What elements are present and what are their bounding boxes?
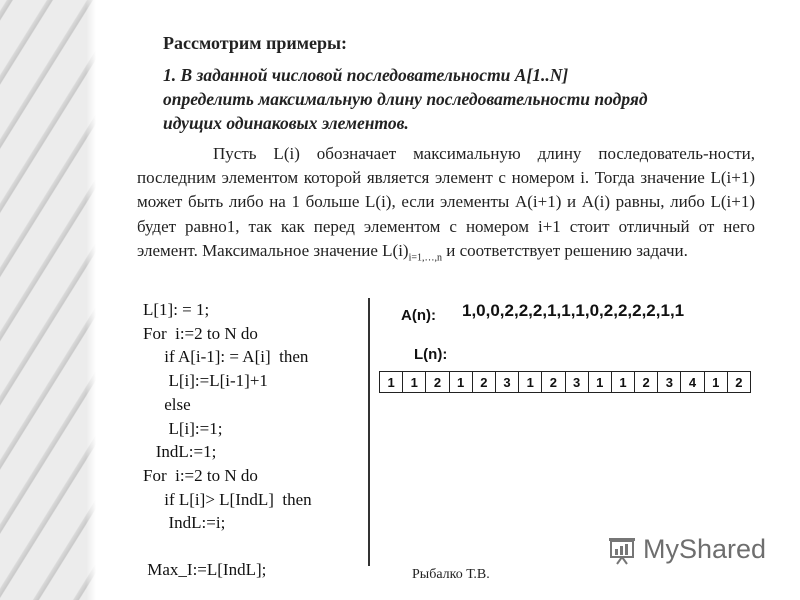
code-line: IndL:=1;	[143, 442, 217, 462]
l-sequence-label: L(n):	[414, 346, 448, 363]
logo-text: MyShared	[643, 534, 767, 564]
code-line: For i:=2 to N do	[143, 323, 258, 343]
code-line: else	[143, 394, 191, 414]
l-sequence-cell: 1	[449, 372, 472, 393]
code-line: L[1]: = 1;	[143, 300, 210, 319]
vertical-divider	[368, 298, 370, 566]
l-sequence-cell: 1	[588, 372, 611, 393]
l-sequence-cell: 2	[472, 372, 495, 393]
code-line: if L[i]> L[IndL] then	[143, 489, 312, 509]
decorative-striped-margin	[0, 0, 96, 600]
l-sequence-cell: 1	[403, 372, 426, 393]
l-sequence-cell: 3	[495, 372, 518, 393]
l-sequence-cell: 1	[519, 372, 542, 393]
myshared-logo	[607, 534, 766, 565]
code-line: if A[i-1]: = A[i] then	[143, 347, 309, 367]
explanation-subscript: i=1,…,n	[408, 252, 442, 264]
l-sequence-cell: 2	[635, 372, 658, 393]
l-sequence-cell: 1	[704, 372, 727, 393]
l-sequence-cell: 1	[611, 372, 634, 393]
l-sequence-cell: 2	[426, 372, 449, 393]
task-statement	[163, 63, 763, 135]
a-sequence-values: 1,0,0,2,2,2,1,1,1,0,2,2,2,2,1,1	[462, 301, 685, 320]
l-sequence-cell: 3	[565, 372, 588, 393]
l-sequence-cell: 2	[542, 372, 565, 393]
code-line: For i:=2 to N do	[143, 465, 258, 485]
l-sequence-cell: 2	[727, 372, 750, 393]
code-line: L[i]:=1;	[143, 418, 223, 438]
explanation-paragraph	[137, 142, 755, 263]
l-sequence-table	[379, 371, 751, 393]
presentation-chart-icon	[607, 535, 637, 565]
author-credit: Рыбалко Т.В.	[412, 567, 490, 582]
explanation-text-end: и соответствует решению задачи.	[442, 240, 688, 260]
l-sequence-cell: 3	[658, 372, 681, 393]
section-heading: Рассмотрим примеры:	[163, 33, 348, 53]
pseudocode-block	[143, 298, 312, 582]
task-line-3: идущих одинаковых элементов.	[163, 113, 409, 133]
code-line: Max_I:=L[IndL];	[143, 560, 267, 580]
task-line-1: 1. В заданной числовой последовательности A[1..N]	[163, 65, 569, 85]
l-sequence-row	[380, 372, 751, 393]
code-line: L[i]:=L[i-1]+1	[143, 371, 268, 391]
code-line	[143, 535, 312, 558]
code-line: IndL:=i;	[143, 513, 226, 533]
task-line-2: определить максимальную длину последовательности подряд	[163, 89, 648, 109]
explanation-text: Пусть L(i) обозначает максимальную длину последователь-ности, последним элементом которой является элемент с номером i. Тогда значение L(i+1) может быть либо на 1 больше L(i), если элементы A(i+1) и A(i) равны, либо L(i+1) будет равно1, так как перед элементом с номером i+1 стоит отличный от него элемент. Максимальное значение L(i)	[137, 144, 755, 260]
l-sequence-cell: 4	[681, 372, 704, 393]
l-sequence-cell: 1	[380, 372, 403, 393]
a-sequence-label: A(n):	[401, 307, 436, 324]
